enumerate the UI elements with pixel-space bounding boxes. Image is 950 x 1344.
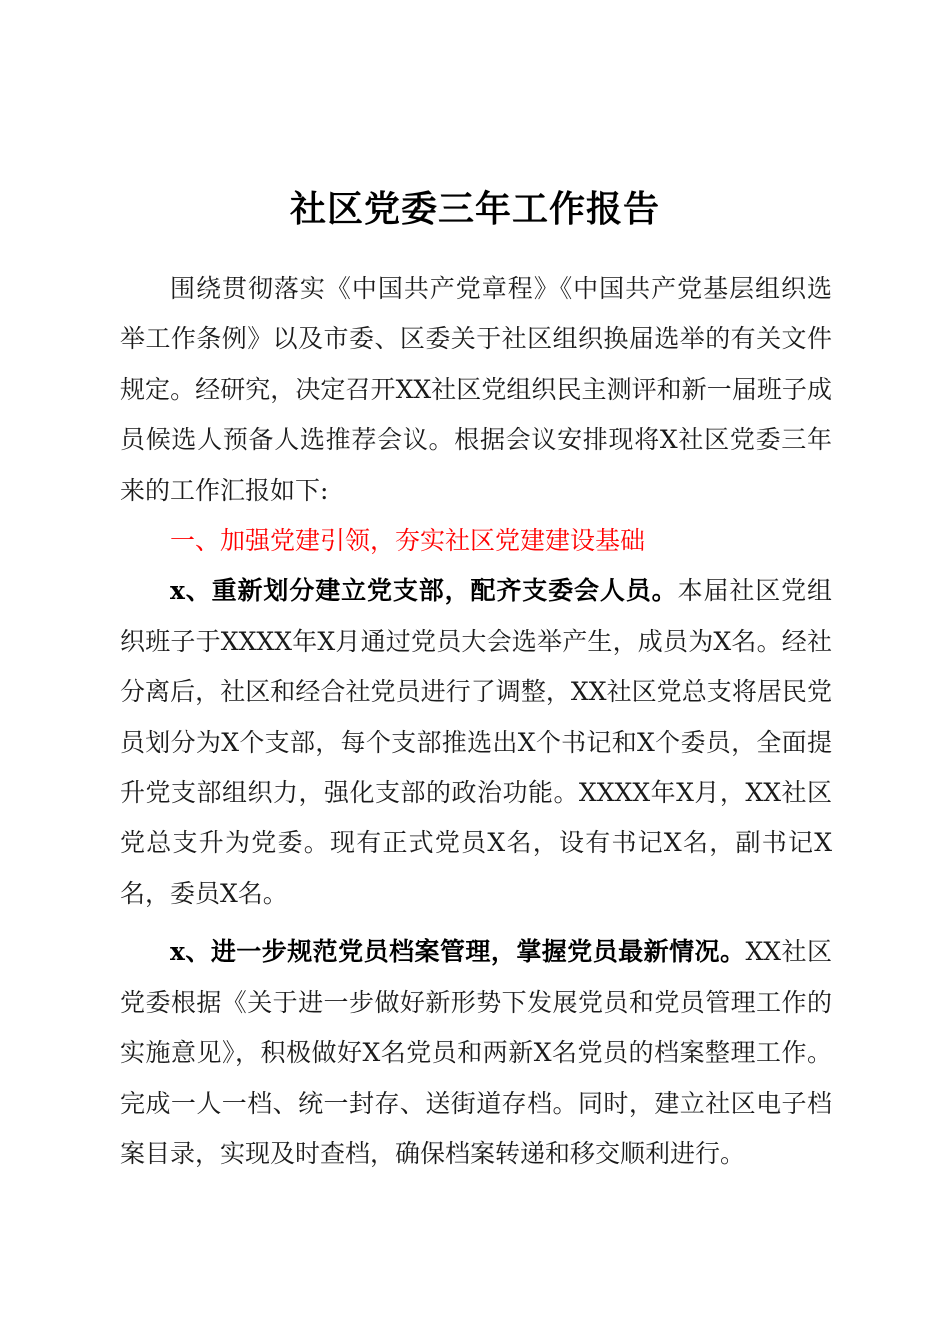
section-heading-1: 一、加强党建引领，夯实社区党建建设基础 (170, 526, 646, 556)
paragraph-gap (120, 919, 832, 927)
item-text-1: 本届社区党组织班子于XXXX年X月通过党员大会选举产生，成员为X名。经社分离后，社区和经合社党员进行了调整，XX社区党总支将居民党员划分为X个支部，每个支部推选出X个书记和X个委员，全面提升党支部组织力，强化支部的政治功能。XXXX年X月，XX社区党总支升为党委。现有正式党员X名，设有书记X名，副书记X名，委员X名。 (120, 576, 832, 908)
document-title: 社区党委三年工作报告 (289, 188, 660, 230)
item-paragraph-1 (120, 566, 832, 919)
intro-paragraph: 围绕贯彻落实《中国共产党章程》《中国共产党基层组织选举工作条例》以及市委、区委关于社区组织换届选举的有关文件规定。经研究，决定召开XX社区党组织民主测评和新一届班子成员候选人预备人选推荐会议。根据会议安排现将X社区党委三年来的工作汇报如下: (120, 274, 832, 505)
document-body (120, 264, 832, 1179)
item-paragraph-2 (120, 927, 832, 1179)
item-text-2: XX社区党委根据《关于进一步做好新形势下发展党员和党员管理工作的实施意见》，积极做好X名党员和两新X名党员的档案整理工作。完成一人一档、统一封存、送街道存档。同时，建立社区电子档案目录，实现及时查档，确保档案转递和移交顺利进行。 (120, 937, 832, 1168)
item-lead-2: x、进一步规范党员档案管理，掌握党员最新情况。 (170, 937, 746, 967)
item-lead-1: x、重新划分建立党支部，配齐支委会人员。 (170, 576, 678, 606)
